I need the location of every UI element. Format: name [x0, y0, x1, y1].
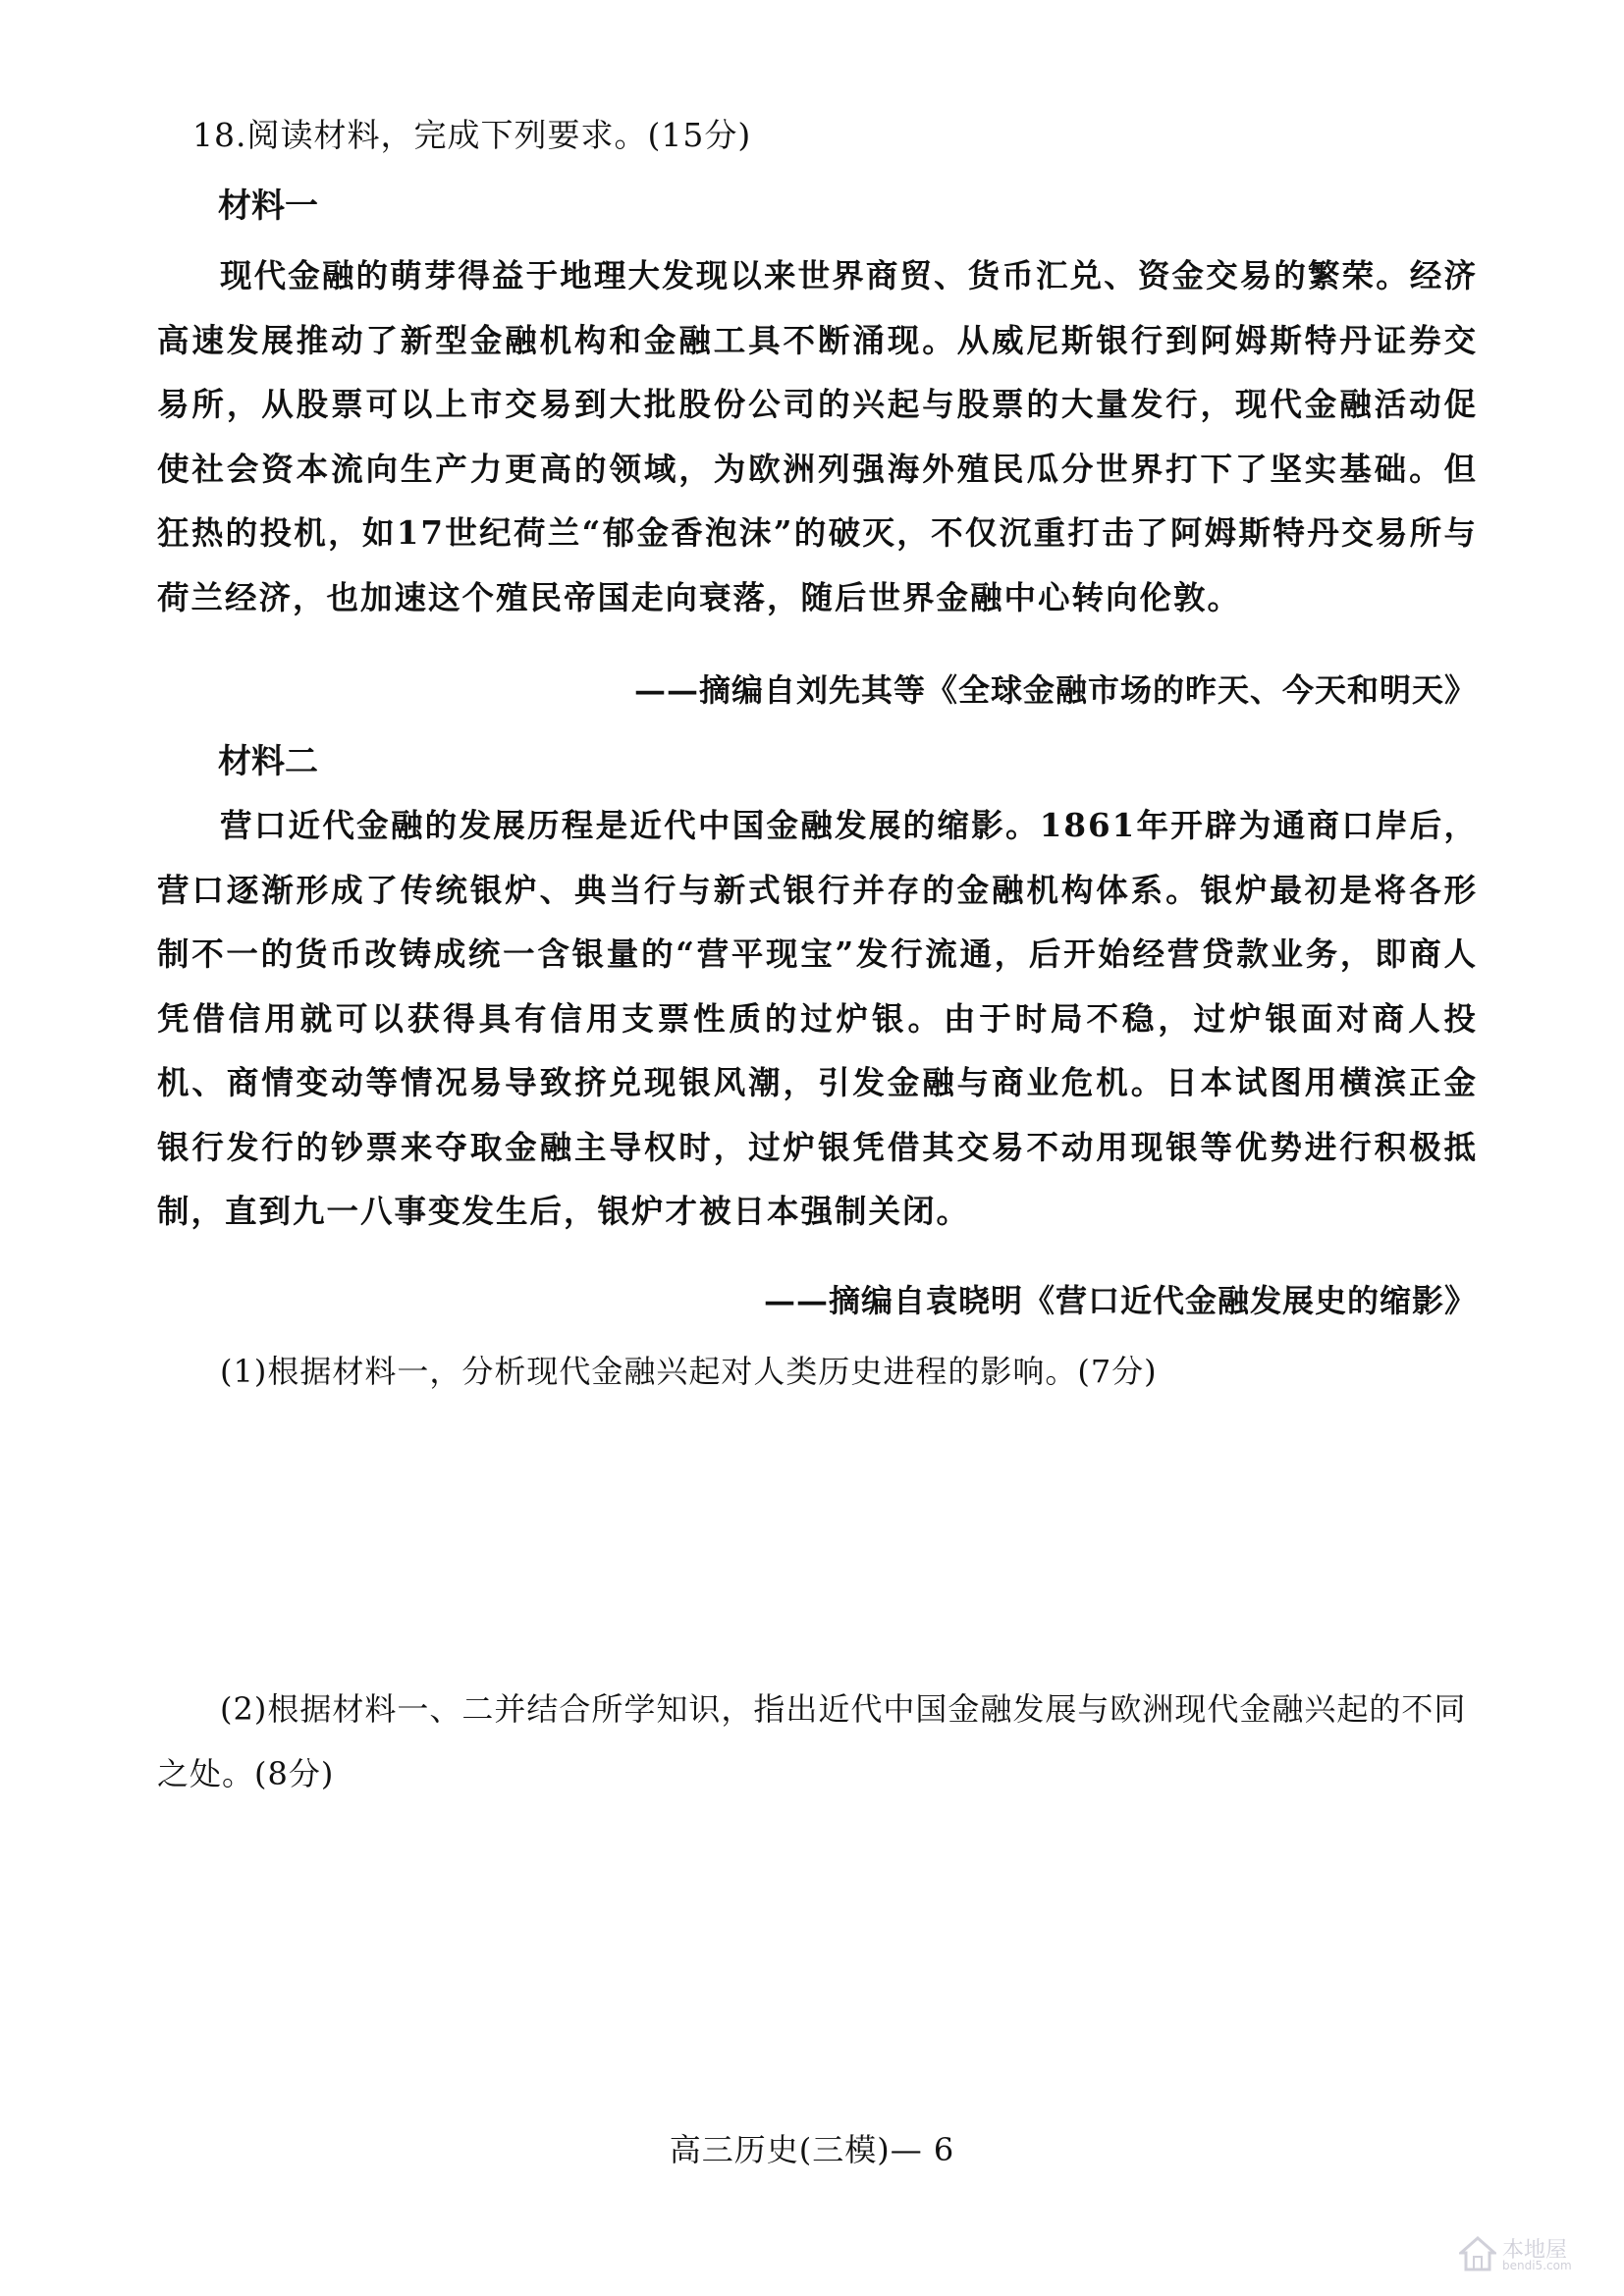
question-heading: 18.阅读材料，完成下列要求。(15分) [192, 116, 752, 154]
material2-text: 营口近代金融的发展历程是近代中国金融发展的缩影。1861年开辟为通商口岸后，营口逐渐形成了传统银炉、典当行与新式银行并存的金融机构体系。银炉最初是将各形制不一的货币改铸成统一含银量的“营平现宝”发行流通，后开始经营贷款业务，即商人凭借信用就可以获得具有信用支票性质的过炉银。由于时局不稳，过炉银面对商人投机、商情变动等情况易导致挤兑现银风潮，引发金融与商业危机。日本试图用横滨正金银行发行的钞票来夺取金融主导权时，过炉银凭借其交易不动用现银等优势进行积极抵制，直到九一八事变发生后，银炉才被日本强制关闭。 [157, 806, 1478, 1230]
material2-title: 材料二 [218, 742, 318, 781]
house-logo-icon [1459, 2235, 1496, 2272]
watermark-brand: 本地屋 [1502, 2238, 1568, 2263]
sub-question-1: (1)根据材料一，分析现代金融兴起对人类历史进程的影响。(7分) [220, 1353, 1158, 1390]
material1-source: ——摘编自刘先其等《全球金融市场的昨天、今天和明天》 [633, 671, 1477, 709]
site-watermark [1459, 2229, 1606, 2278]
material2-source: ——摘编自袁晓明《营口近代金融发展史的缩影》 [763, 1282, 1477, 1319]
material1-text: 现代金融的萌芽得益于地理大发现以来世界商贸、货币汇兑、资金交易的繁荣。经济高速发展推动了新型金融机构和金融工具不断涌现。从威尼斯银行到阿姆斯特丹证券交易所，从股票可以上市交易到大批股份公司的兴起与股票的大量发行，现代金融活动促使社会资本流向生产力更高的领域，为欧洲列强海外殖民瓜分世界打下了坚实基础。但狂热的投机，如17世纪荷兰“郁金香泡沫”的破灭，不仅沉重打击了阿姆斯特丹交易所与荷兰经济，也加速这个殖民帝国走向衰落，随后世界金融中心转向伦敦。 [157, 256, 1478, 616]
sub-question-2: (2)根据材料一、二并结合所学知识，指出近代中国金融发展与欧洲现代金融兴起的不同之处。(8分) [157, 1690, 1467, 1792]
watermark-site: bendi5.com [1502, 2259, 1572, 2272]
material1-title: 材料一 [218, 187, 318, 226]
page-footer: 高三历史(三模)— 6 [669, 2131, 955, 2168]
